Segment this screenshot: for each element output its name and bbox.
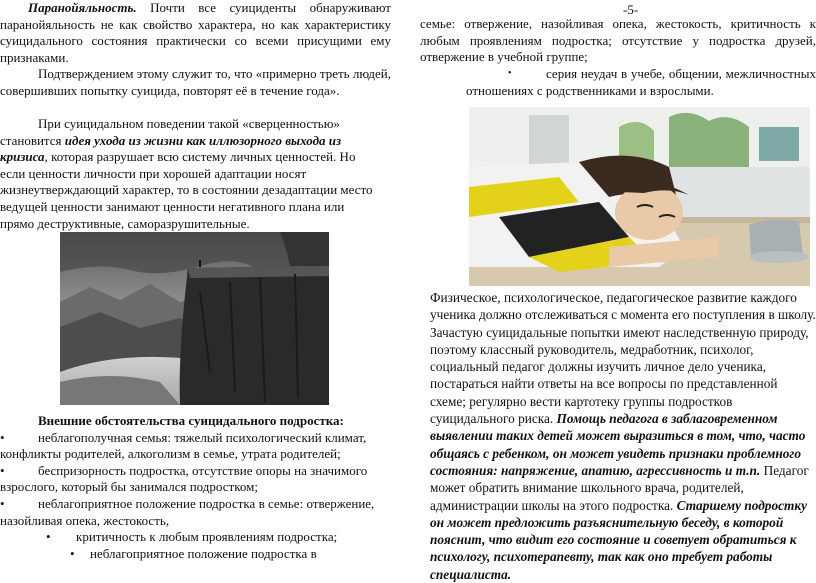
section-title: Внешние обстоятельства суицидального подростка: xyxy=(38,413,344,428)
bullet: • xyxy=(508,68,512,79)
bullet: • xyxy=(0,462,5,478)
term-paranoia: Паранойяльность. xyxy=(28,0,137,15)
page-number: -5- xyxy=(623,2,639,17)
bullet: • xyxy=(0,495,5,511)
paragraph-family-continued: семье: отвержение, назойливая опека, жестокость, критичность к любым проявлениям подростка; отсутствие у подростка друзей, отвержение в учебной группе; xyxy=(420,16,816,65)
list-item-text: критичность к любым проявлениям подростка; xyxy=(76,529,338,545)
emphasis-teacher-help: Помощь педагога в заблаговременном выявлении таких детей может выразиться в том, что, часто общаясь с ребенком, он может увидеть признаки проблемного состояния: напряжение, апатию, агрессивность и т.п. xyxy=(430,411,806,478)
list-item-text: неблагоприятное положение подростка в семье: отвержение, назойливая опека, жестокость, xyxy=(0,495,375,528)
list-item-text: беспризорность подростка, отсутствие опоры на значимого взрослого, который бы занимался подростком; xyxy=(0,462,368,495)
paragraph-monitoring xyxy=(430,289,816,583)
paragraph-values xyxy=(0,116,375,232)
list-item xyxy=(0,529,391,546)
paragraph-monitoring-b: Педагог может обратить внимание школьного врача, родителей, администрации школы на этого подростка. xyxy=(430,462,809,513)
paragraph-monitoring-a: Физическое, психологическое, педагогическое развитие каждого ученика должно отслеживаться с момента его поступления в школу. Зачастую суицидальные попытки имеют наследственную природу, поэтому классный руководитель, медработник, психолог, социальный педагог должны изучить личное дело ученика, постараться найти ответы на все вопросы по представленной схеме; регулярно вести картотеку группы подростков суицидального риска. xyxy=(430,290,816,427)
list-item-text: неблагоприятное положение подростка в xyxy=(90,545,317,561)
paragraph-values-a: При суицидальном поведении такой «сверценностью» становится xyxy=(0,116,340,148)
paragraph-paranoia xyxy=(0,0,391,66)
list-item xyxy=(466,66,816,99)
list-item xyxy=(0,430,391,463)
paragraph-values-b: , которая разрушает всю систему личных ценностей. Но если ценности личности при хорошей адаптации носят жизнеутверждающий характер, то в состоянии дезадаптации место ведущей ценности занимают ценности негативного плана или прямо деструктивные, саморазрушительные. xyxy=(0,149,373,231)
bullet: • xyxy=(70,545,75,561)
idea-of-exit: идея ухода из жизни как иллюзорного выхода из кризиса xyxy=(0,132,342,165)
emphasis-conversation: Старшему подростку он может предложить разъяснительную беседу, в которой пояснит, что видит его состояние и советует обратиться к психологу, психотерапевту, так как оно требует работы специалиста. xyxy=(430,497,807,582)
bullet: • xyxy=(46,529,51,545)
cliff-photo xyxy=(60,232,329,405)
bullet: • xyxy=(0,429,5,445)
list-item xyxy=(0,546,391,563)
list-item-text: серия неудач в учебе, общении, межличностных отношениях с родственниками и взрослыми. xyxy=(466,66,816,98)
paragraph-paranoia-text: Почти все суициденты обнаруживают паранойяльность не как свойство характера, но как характеристику суицидального состояния практически со всеми присущими ему признаками. xyxy=(0,0,391,65)
list-item-text: неблагополучная семья: тяжелый психологический климат, конфликты родителей, алкоголизм в семье, утрата родителей; xyxy=(0,429,367,462)
girl-at-table-photo xyxy=(469,107,810,286)
list-item xyxy=(0,463,391,496)
external-circumstances xyxy=(0,413,391,562)
list-item xyxy=(0,496,391,529)
paragraph-confirmation: Подтверждением этому служит то, что «примерно треть людей, совершивших попытку суицида, повторят её в течение года». xyxy=(0,66,391,98)
